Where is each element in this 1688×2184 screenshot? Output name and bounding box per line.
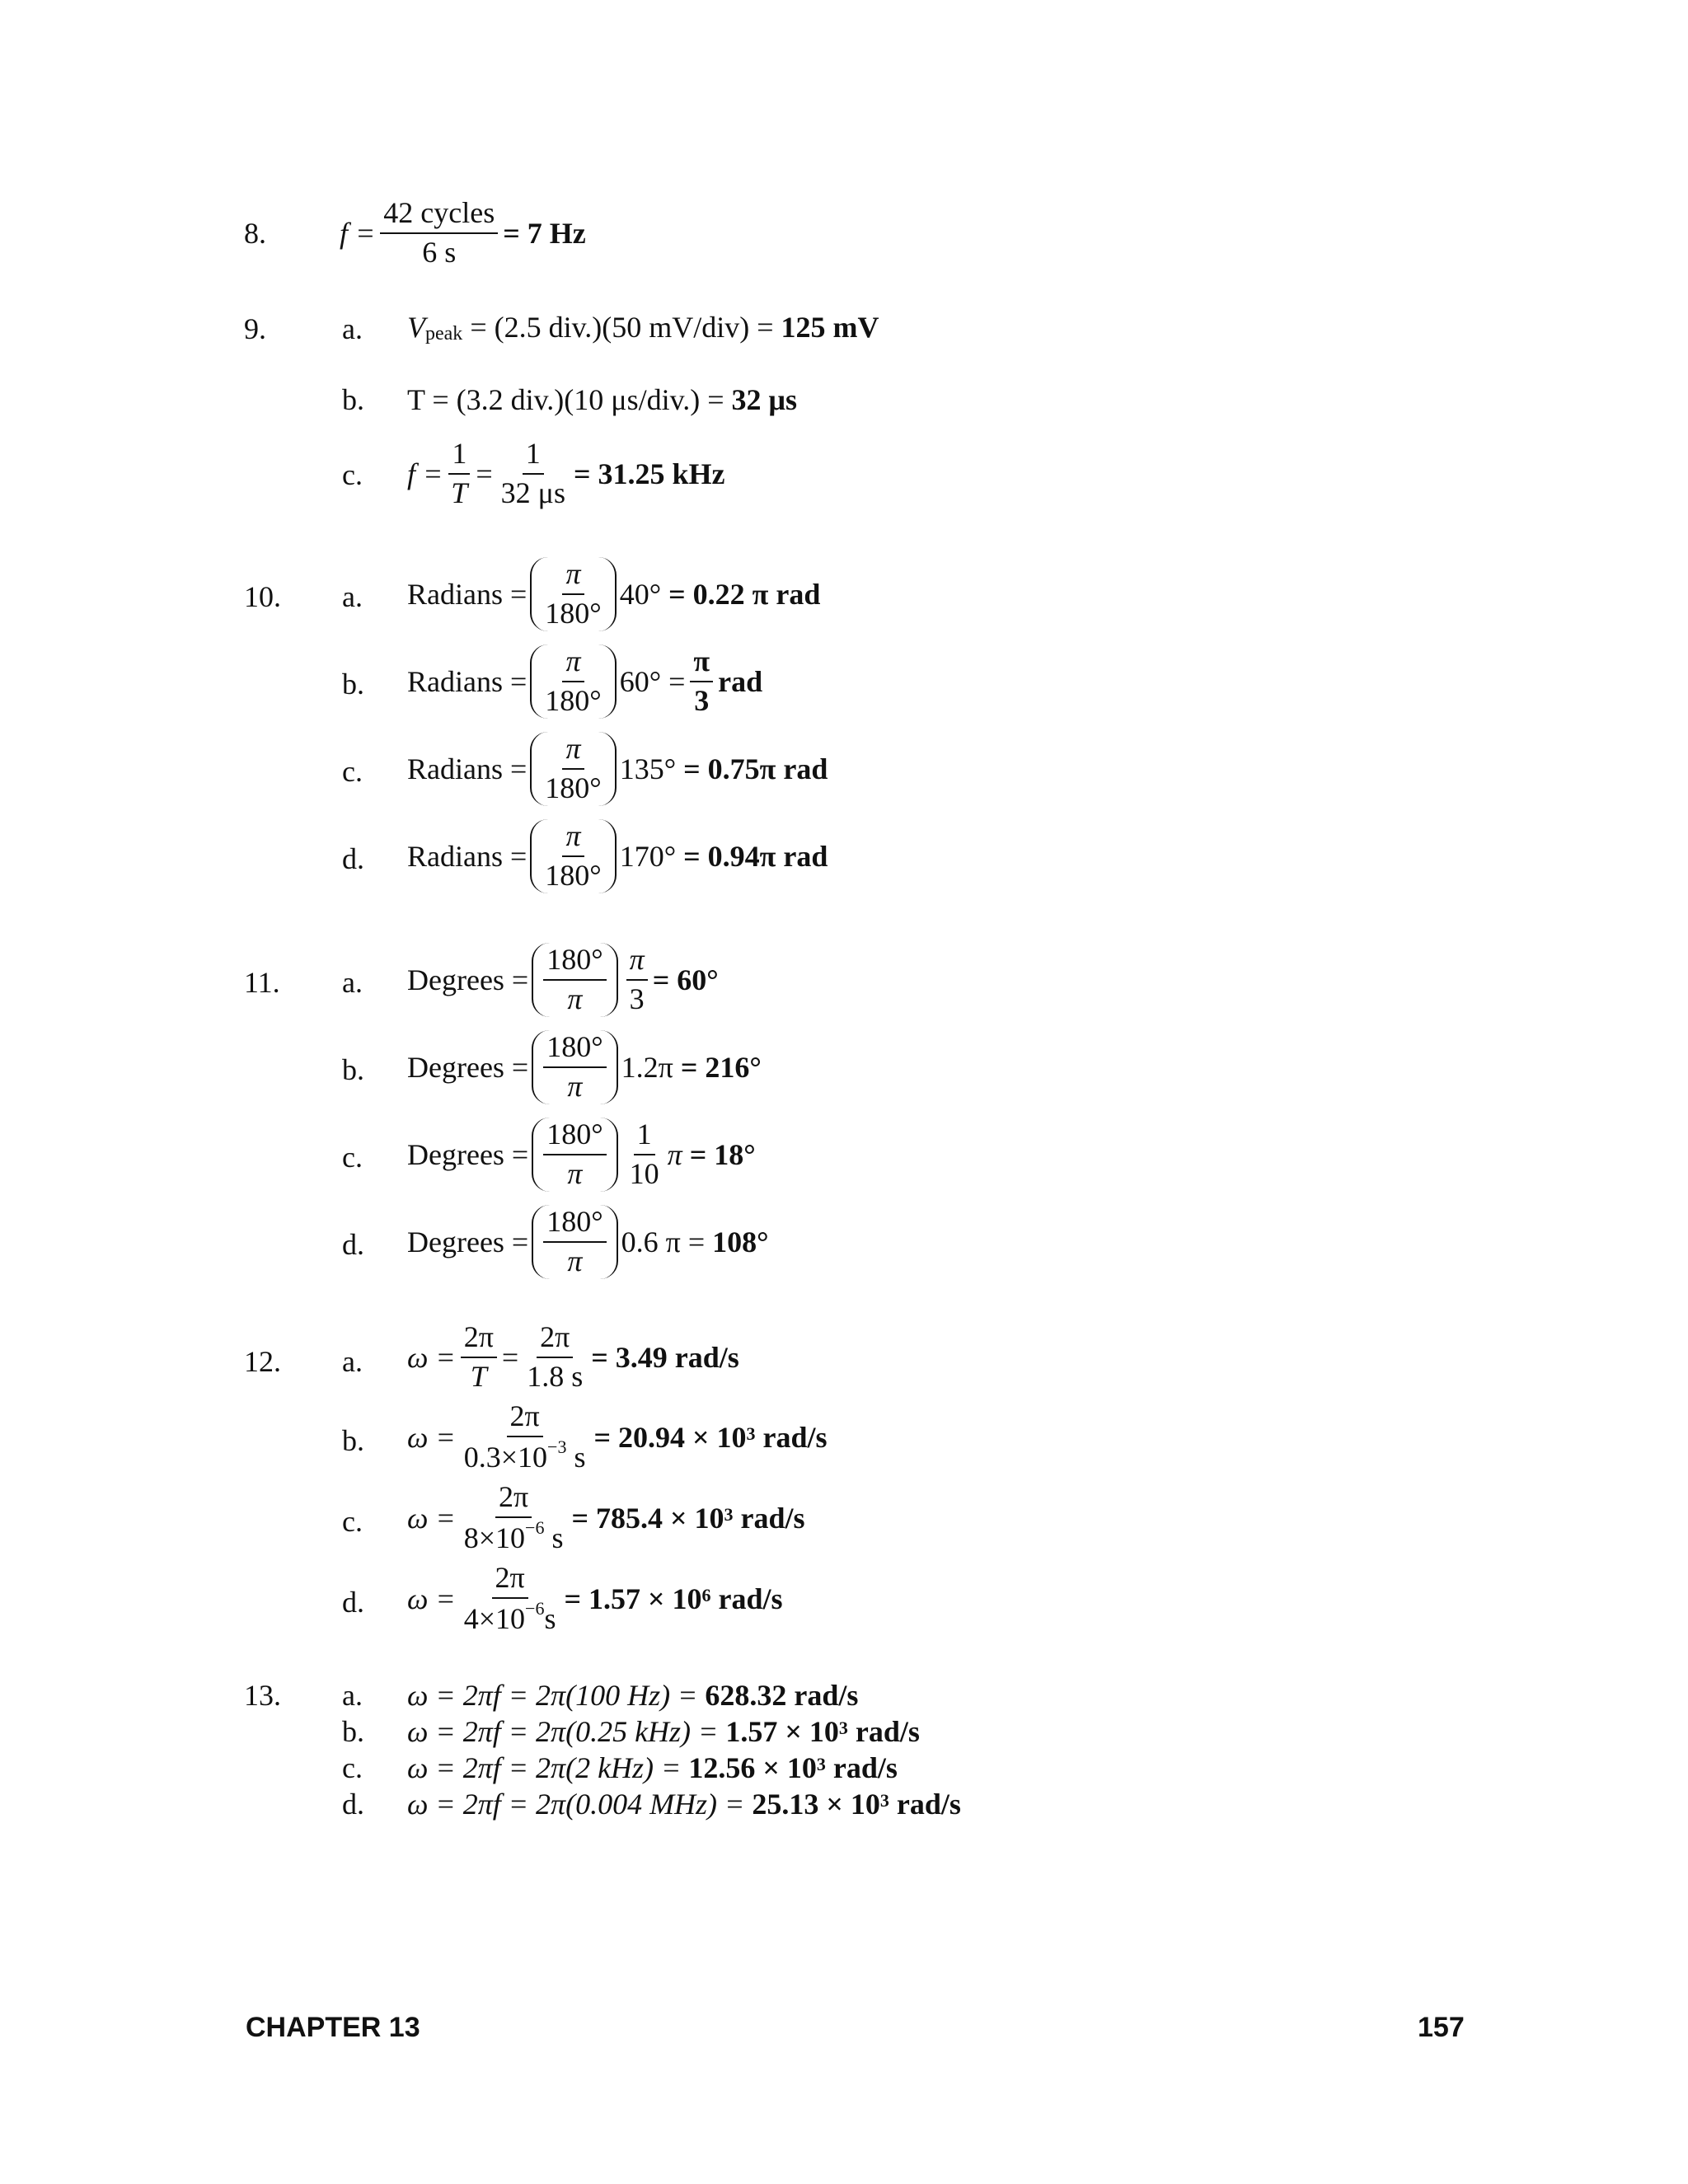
- p9a-subscript: peak: [425, 322, 463, 344]
- p11d-frac-num: 180°: [543, 1207, 606, 1243]
- p9b-result: 32 μs: [731, 383, 797, 416]
- p9c-frac1-den: T: [451, 476, 468, 509]
- p8-frac-den: 6 s: [422, 235, 457, 269]
- p12a-result: = 3.49 rad/s: [591, 1340, 739, 1374]
- p12d-result-exp: 6: [701, 1584, 711, 1605]
- p10b-result-num: π: [690, 646, 713, 682]
- p12b-den-exp: −3: [547, 1436, 567, 1457]
- p11c-frac: [543, 1119, 606, 1190]
- p11b-lhs: Degrees =: [407, 1050, 529, 1084]
- p10b-label: b.: [342, 668, 364, 701]
- p9b-equation: [407, 382, 797, 417]
- p13a-text: ω = 2πf = 2π(100 Hz) =: [407, 1679, 698, 1712]
- p13a-result: 628.32 rad/s: [705, 1679, 859, 1712]
- p12b-frac: [461, 1401, 589, 1474]
- p10a-frac-num: π: [562, 559, 584, 595]
- footer-chapter: CHAPTER 13: [246, 2012, 420, 2043]
- p10d-frac-num: π: [562, 821, 584, 857]
- p11c-tail-num: 1: [634, 1119, 655, 1155]
- p13d-equation: [407, 1787, 961, 1821]
- p9a-result: 125 mV: [781, 311, 879, 344]
- p8-result: = 7 Hz: [503, 216, 586, 250]
- p13b-unit: rad/s: [855, 1715, 920, 1748]
- p12b-equation: [407, 1401, 828, 1474]
- p11a-result: = 60°: [652, 963, 719, 996]
- p12c-result-unit: rad/s: [740, 1501, 805, 1535]
- p13b-result: 1.57 × 10: [725, 1715, 839, 1748]
- p10d-angle: 170°: [619, 839, 677, 873]
- p9a-text: = (2.5 div.)(50 mV/div) =: [470, 311, 774, 344]
- p10d-label: d.: [342, 842, 364, 875]
- p9c-equals: =: [476, 457, 493, 490]
- p13c-unit: rad/s: [832, 1751, 898, 1784]
- p12a-frac2-num: 2π: [537, 1322, 573, 1358]
- p9b-text: T = (3.2 div.)(10 μs/div.) =: [407, 383, 724, 416]
- p12c-frac-num: 2π: [495, 1482, 532, 1518]
- p9c-frac1-num: 1: [448, 438, 470, 475]
- p10c-result: = 0.75π rad: [683, 752, 828, 785]
- p9c-lhs: f =: [407, 457, 443, 490]
- p11c-lhs: Degrees =: [407, 1137, 529, 1171]
- p9a-equation: [407, 310, 879, 344]
- p12d-den-unit: s: [544, 1601, 556, 1635]
- p12d-lhs: ω =: [407, 1582, 456, 1615]
- p11c-frac-num: 180°: [543, 1119, 606, 1155]
- p10d-paren: [530, 819, 616, 893]
- p10b-frac-den: 180°: [545, 683, 602, 717]
- p9c-frac2-num: 1: [523, 438, 544, 475]
- p12c-label: c.: [342, 1505, 363, 1538]
- p11d-label: d.: [342, 1228, 364, 1261]
- p10d-result: = 0.94π rad: [683, 839, 828, 873]
- p12a-frac1-num: 2π: [461, 1322, 497, 1358]
- p12d-label: d.: [342, 1586, 364, 1619]
- p12a-equals: =: [501, 1340, 519, 1374]
- p10d-lhs: Radians =: [407, 839, 528, 873]
- p11b-result: = 216°: [680, 1050, 762, 1084]
- p12a-label: a.: [342, 1345, 363, 1378]
- problem-number-10: 10.: [244, 580, 281, 613]
- p11a-lhs: Degrees =: [407, 963, 529, 996]
- p13c-equation: [407, 1750, 898, 1785]
- p11d-lhs: Degrees =: [407, 1225, 529, 1258]
- problem-number-12: 12.: [244, 1345, 281, 1378]
- p10a-label: a.: [342, 580, 363, 613]
- p10b-frac: [542, 646, 604, 717]
- p10a-frac: [542, 559, 604, 630]
- p12d-den-base: 4×10: [463, 1601, 526, 1635]
- p11b-frac-den: π: [567, 1069, 583, 1103]
- p9c-frac1: [448, 438, 471, 509]
- p13c-text: ω = 2πf = 2π(2 kHz) =: [407, 1751, 682, 1784]
- problem-number-11: 11.: [244, 966, 280, 999]
- p11c-tail-den: 10: [629, 1156, 659, 1190]
- p12a-frac1-den: T: [470, 1359, 487, 1393]
- p8-fraction: [380, 198, 498, 269]
- p12b-label: b.: [342, 1424, 364, 1457]
- p12d-equation: [407, 1563, 783, 1635]
- p9c-frac2-den: 32 μs: [500, 476, 565, 509]
- p12a-lhs: ω =: [407, 1340, 456, 1374]
- p11d-paren: [532, 1205, 617, 1279]
- p12b-result-exp: 3: [746, 1422, 756, 1444]
- p11b-paren: [532, 1030, 617, 1104]
- p10c-equation: [407, 732, 828, 806]
- p10b-equals: =: [668, 664, 686, 698]
- p12b-lhs: ω =: [407, 1420, 456, 1454]
- p12a-equation: [407, 1322, 739, 1393]
- p13b-label: b.: [342, 1715, 364, 1748]
- p12b-result: = 20.94 × 10: [593, 1420, 747, 1454]
- p8-lhs: f =: [340, 216, 376, 250]
- p12c-result: = 785.4 × 10: [571, 1501, 724, 1535]
- p12b-result-unit: rad/s: [762, 1420, 828, 1454]
- p12c-equation: [407, 1482, 805, 1554]
- p11c-label: c.: [342, 1141, 363, 1174]
- p10c-label: c.: [342, 755, 363, 788]
- p12c-lhs: ω =: [407, 1501, 456, 1535]
- p11c-paren: [532, 1118, 617, 1192]
- p11b-frac: [543, 1032, 606, 1103]
- p10c-paren: [530, 732, 616, 806]
- p12b-den-base: 0.3×10: [463, 1440, 548, 1474]
- p9c-equation: [407, 438, 724, 509]
- problem-number-8: 8.: [244, 217, 266, 250]
- p12c-den-exp: −6: [525, 1516, 545, 1538]
- p11d-result: 108°: [712, 1225, 769, 1258]
- p11d-equation: [407, 1205, 769, 1279]
- p11a-equation: [407, 943, 719, 1017]
- p9b-label: b.: [342, 383, 364, 416]
- p10b-angle: 60°: [619, 664, 662, 698]
- p10c-frac: [542, 733, 604, 804]
- p10c-angle: 135°: [619, 752, 677, 785]
- p10b-result-den: 3: [694, 683, 710, 717]
- p13c-result: 12.56 × 10: [688, 1751, 817, 1784]
- p12d-frac-num: 2π: [492, 1563, 528, 1599]
- p12d-den-exp: −6: [525, 1597, 545, 1619]
- problem-8-equation: [340, 198, 586, 269]
- p11a-paren: [532, 943, 617, 1017]
- p10a-lhs: Radians =: [407, 577, 528, 611]
- p9c-frac2: [498, 438, 569, 509]
- p13d-result: 25.13 × 10: [752, 1788, 880, 1821]
- p12d-frac-den: [461, 1599, 560, 1635]
- p13b-text: ω = 2πf = 2π(0.25 kHz) =: [407, 1715, 719, 1748]
- p11b-tail: 1.2π: [621, 1050, 673, 1084]
- p12b-den-unit: s: [574, 1440, 586, 1474]
- p10c-lhs: Radians =: [407, 752, 528, 785]
- p11a-frac: [543, 944, 606, 1015]
- p13a-label: a.: [342, 1679, 363, 1712]
- p12c-frac: [461, 1482, 567, 1554]
- p8-frac-num: 42 cycles: [380, 198, 498, 234]
- p11a-label: a.: [342, 966, 363, 999]
- p10a-angle: 40°: [619, 577, 662, 611]
- p11c-result: = 18°: [689, 1137, 756, 1171]
- p10a-equation: [407, 557, 820, 631]
- p11c-equation: [407, 1118, 756, 1192]
- p11a-tail-den: 3: [629, 982, 645, 1015]
- p11d-frac: [543, 1207, 606, 1277]
- p13a-equation: [407, 1678, 858, 1713]
- p12d-frac: [461, 1563, 560, 1635]
- problem-number-9: 9.: [244, 312, 266, 345]
- p9a-v-symbol: V: [407, 311, 425, 344]
- p10b-paren: [530, 644, 616, 719]
- p10d-frac-den: 180°: [545, 858, 602, 892]
- p13c-label: c.: [342, 1751, 363, 1784]
- p10b-result-frac: [690, 646, 713, 717]
- p10d-equation: [407, 819, 828, 893]
- p10a-result: = 0.22 π rad: [668, 577, 821, 611]
- p10c-frac-num: π: [562, 733, 584, 770]
- p12d-result-unit: rad/s: [718, 1582, 783, 1615]
- p11c-tail-frac: [626, 1119, 663, 1190]
- p11c-frac-den: π: [567, 1156, 583, 1190]
- p12c-result-exp: 3: [724, 1503, 734, 1525]
- footer-page-number: 157: [1418, 2012, 1465, 2043]
- p12a-frac1: [461, 1322, 497, 1393]
- p12c-frac-den: [461, 1518, 567, 1554]
- p11a-frac-den: π: [567, 982, 583, 1015]
- p13d-label: d.: [342, 1788, 364, 1821]
- p11b-label: b.: [342, 1053, 364, 1086]
- p10b-result-unit: rad: [718, 664, 763, 698]
- p11c-tail-pi: π: [667, 1137, 682, 1171]
- p11a-tail-num: π: [626, 944, 648, 981]
- p11a-tail-frac: [626, 944, 648, 1015]
- p12c-den-unit: s: [551, 1521, 564, 1554]
- p13b-equation: [407, 1714, 920, 1749]
- p11d-tail: 0.6 π =: [621, 1225, 706, 1258]
- p11b-equation: [407, 1030, 762, 1104]
- problem-number-13: 13.: [244, 1679, 281, 1712]
- p13c-exp: 3: [816, 1754, 826, 1774]
- p10b-equation: [407, 644, 762, 719]
- p10d-frac: [542, 821, 604, 892]
- p10c-frac-den: 180°: [545, 771, 602, 804]
- p12a-frac2-den: 1.8 s: [527, 1359, 584, 1393]
- p11b-frac-num: 180°: [543, 1032, 606, 1068]
- p12b-frac-num: 2π: [507, 1401, 543, 1437]
- p9a-label: a.: [342, 312, 363, 345]
- p10b-lhs: Radians =: [407, 664, 528, 698]
- p10a-frac-den: 180°: [545, 596, 602, 630]
- p11d-frac-den: π: [567, 1244, 583, 1277]
- p12c-den-base: 8×10: [463, 1521, 526, 1554]
- p13d-exp: 3: [879, 1790, 889, 1811]
- p12a-frac2: [523, 1322, 586, 1393]
- p10b-frac-num: π: [562, 646, 584, 682]
- p9c-result: = 31.25 kHz: [573, 457, 725, 490]
- p12b-frac-den: [461, 1437, 589, 1474]
- p12d-result: = 1.57 × 10: [564, 1582, 702, 1615]
- p11a-frac-num: 180°: [543, 944, 606, 981]
- p9c-label: c.: [342, 458, 363, 491]
- p13b-exp: 3: [838, 1718, 848, 1738]
- p13d-text: ω = 2πf = 2π(0.004 MHz) =: [407, 1788, 745, 1821]
- p13d-unit: rad/s: [896, 1788, 961, 1821]
- p10a-paren: [530, 557, 616, 631]
